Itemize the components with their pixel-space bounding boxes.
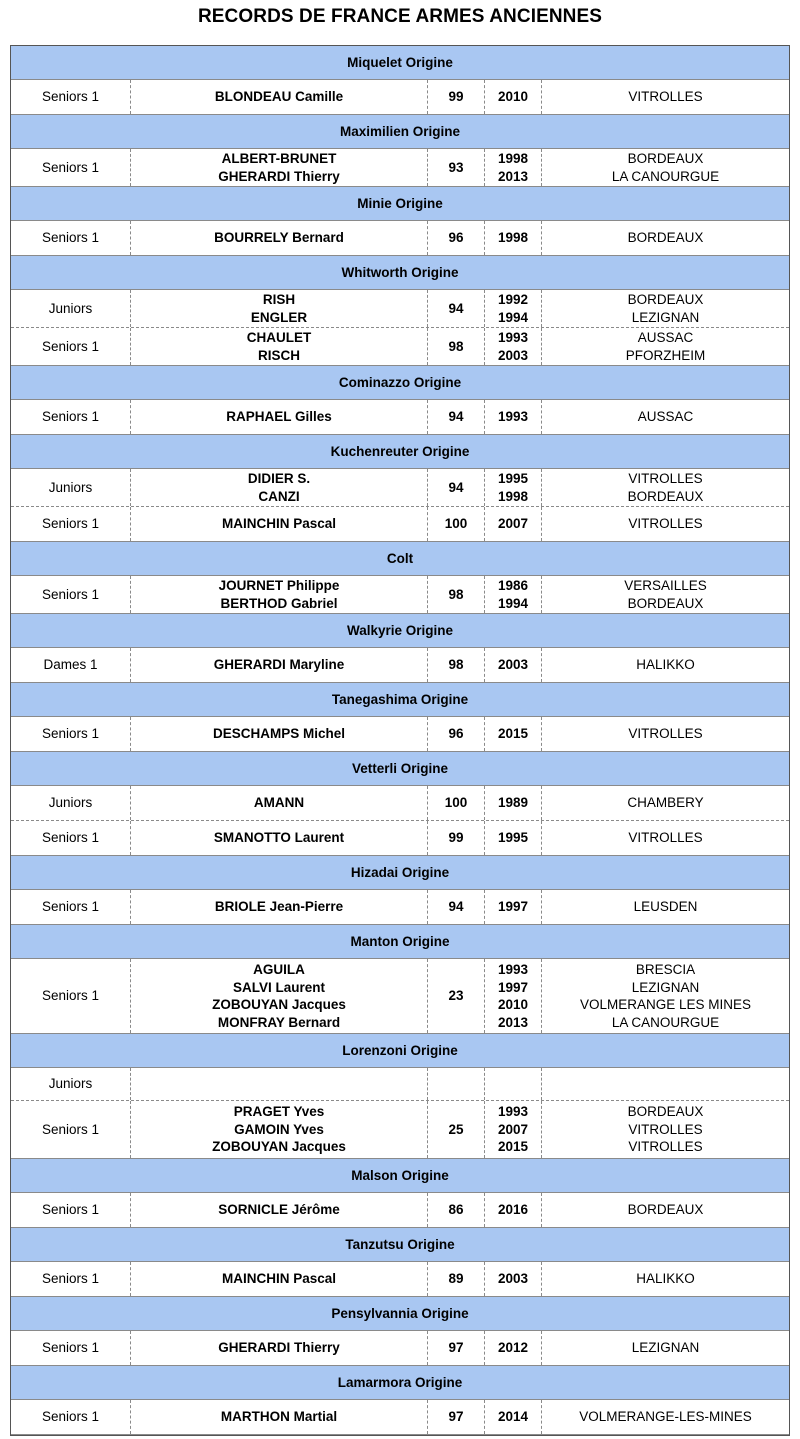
place-cell [542, 1400, 789, 1434]
shooter-name-cell [131, 1331, 428, 1365]
score-cell [428, 80, 485, 114]
score-cell [428, 786, 485, 820]
score-cell [428, 400, 485, 434]
year-cell-line: 2003 [497, 1271, 529, 1287]
page-title: RECORDS DE FRANCE ARMES ANCIENNES [197, 6, 603, 27]
place-cell [542, 959, 789, 1033]
place-cell [542, 80, 789, 114]
place-cell-line: LEUSDEN [633, 899, 698, 915]
shooter-name-cell-line: JOURNET Philippe [218, 578, 340, 593]
year-cell [485, 786, 542, 820]
place-cell-line: HALIKKO [636, 1271, 695, 1287]
score-cell [428, 507, 485, 541]
place-cell [542, 786, 789, 820]
year-cell [485, 80, 542, 114]
category-cell [11, 400, 131, 434]
shooter-name-cell [131, 1262, 428, 1296]
category-label: Juniors [48, 479, 93, 495]
place-cell-line: VOLMERANGE-LES-MINES [579, 1409, 752, 1425]
place-cell [542, 1262, 789, 1296]
score-value: 97 [448, 1409, 464, 1425]
shooter-name-cell-line: CANZI [258, 488, 300, 504]
shooter-name-cell-line: PRAGET Yves [233, 1104, 325, 1120]
year-cell-line: 2010 [497, 997, 529, 1012]
shooter-name-cell-line: SALVI Laurent [232, 979, 325, 995]
score-value: 97 [448, 1340, 464, 1356]
table-row [11, 821, 789, 856]
shooter-name-cell [131, 221, 428, 255]
shooter-name-cell-line: ALBERT-BRUNET [221, 151, 337, 166]
year-cell-line: 1997 [497, 979, 529, 995]
place-cell-line: LEZIGNAN [631, 1340, 700, 1356]
shooter-name-cell-line: RAPHAEL Gilles [226, 409, 332, 425]
year-cell-line: 2003 [497, 347, 529, 363]
place-cell-line: HALIKKO [636, 657, 695, 673]
category-label: Seniors 1 [41, 899, 100, 915]
table-row [11, 576, 789, 614]
category-cell [11, 149, 131, 186]
place-cell-line: VITROLLES [628, 516, 703, 532]
table-row [11, 80, 789, 115]
category-label: Dames 1 [43, 657, 98, 673]
shooter-name-cell-line: DESCHAMPS Michel [212, 726, 346, 742]
table-row [11, 959, 789, 1034]
shooter-name-cell [131, 290, 428, 327]
section-header: Maximilien Origine [11, 115, 789, 149]
place-cell-line: BORDEAUX [627, 488, 704, 504]
shooter-name-cell-line: SORNICLE Jérôme [218, 1202, 340, 1218]
place-cell-line: AUSSAC [637, 330, 694, 345]
place-cell-line: VITROLLES [628, 471, 703, 486]
category-label: Seniors 1 [41, 830, 100, 846]
year-cell [485, 1331, 542, 1365]
category-cell [11, 821, 131, 855]
year-cell-line: 1994 [497, 595, 529, 611]
shooter-name-cell [131, 1101, 428, 1158]
category-label: Seniors 1 [41, 338, 100, 354]
place-cell [542, 1193, 789, 1227]
shooter-name-cell [131, 1068, 428, 1100]
place-cell [542, 400, 789, 434]
place-cell [542, 890, 789, 924]
table-row [11, 400, 789, 435]
score-value: 96 [448, 230, 464, 246]
place-cell [542, 717, 789, 751]
place-cell-line: CHAMBERY [627, 795, 704, 811]
year-cell-line: 1995 [497, 471, 529, 486]
table-row [11, 890, 789, 925]
category-label: Seniors 1 [41, 1409, 100, 1425]
category-cell [11, 1068, 131, 1100]
shooter-name-cell-line: MAINCHIN Pascal [221, 516, 337, 532]
score-cell [428, 221, 485, 255]
place-cell-line: BORDEAUX [627, 230, 704, 246]
place-cell-line: BORDEAUX [627, 1202, 704, 1218]
shooter-name-cell [131, 149, 428, 186]
section-header: Vetterli Origine [11, 752, 789, 786]
shooter-name-cell-line: GHERARDI Thierry [218, 168, 340, 184]
place-cell-line: VITROLLES [628, 1121, 703, 1137]
place-cell-line: LEZIGNAN [631, 979, 700, 995]
section-header: Tanzutsu Origine [11, 1228, 789, 1262]
year-cell [485, 328, 542, 365]
category-label: Seniors 1 [41, 516, 100, 532]
category-cell [11, 469, 131, 506]
shooter-name-cell-line: BLONDEAU Camille [214, 89, 344, 105]
shooter-name-cell-line: DIDIER S. [247, 471, 311, 486]
shooter-name-cell-line: GHERARDI Maryline [213, 657, 345, 673]
year-cell-line: 2007 [497, 1121, 529, 1137]
section-header: Malson Origine [11, 1159, 789, 1193]
section-header: Lamarmora Origine [11, 1366, 789, 1400]
shooter-name-cell [131, 959, 428, 1033]
year-cell [485, 507, 542, 541]
place-cell [542, 328, 789, 365]
year-cell [485, 959, 542, 1033]
category-cell [11, 1262, 131, 1296]
score-value: 99 [448, 830, 464, 846]
category-label: Juniors [48, 300, 93, 316]
place-cell [542, 221, 789, 255]
category-label: Seniors 1 [41, 230, 100, 246]
shooter-name-cell [131, 400, 428, 434]
section-header: Hizadai Origine [11, 856, 789, 890]
year-cell-line: 2015 [497, 1139, 529, 1155]
table-row [11, 1262, 789, 1297]
year-cell-line: 1992 [497, 292, 529, 307]
records-table [10, 45, 790, 1436]
score-value: 23 [448, 988, 464, 1004]
section-header: Whitworth Origine [11, 256, 789, 290]
table-row [11, 149, 789, 187]
table-row [11, 469, 789, 507]
section-header: Kuchenreuter Origine [11, 435, 789, 469]
year-cell [485, 890, 542, 924]
shooter-name-cell [131, 80, 428, 114]
score-value: 98 [448, 586, 464, 602]
shooter-name-cell [131, 507, 428, 541]
year-cell-line: 2016 [497, 1202, 529, 1218]
score-value: 99 [448, 89, 464, 105]
shooter-name-cell-line: ZOBOUYAN Jacques [212, 997, 346, 1012]
table-row [11, 1101, 789, 1159]
table-row [11, 648, 789, 683]
year-cell [485, 1193, 542, 1227]
place-cell [542, 821, 789, 855]
shooter-name-cell [131, 890, 428, 924]
score-cell [428, 290, 485, 327]
year-cell-line: 1998 [497, 151, 529, 166]
score-cell [428, 576, 485, 613]
score-value: 98 [448, 657, 464, 673]
category-label: Seniors 1 [41, 1121, 100, 1137]
place-cell-line: BORDEAUX [627, 292, 704, 307]
shooter-name-cell-line: BOURRELY Bernard [214, 230, 344, 246]
year-cell-line: 1994 [497, 309, 529, 325]
table-row [11, 717, 789, 752]
place-cell-line: VITROLLES [628, 89, 703, 105]
shooter-name-cell-line: AMANN [253, 795, 305, 811]
score-value: 100 [444, 795, 468, 811]
score-value: 94 [448, 479, 464, 495]
shooter-name-cell [131, 821, 428, 855]
shooter-name-cell [131, 469, 428, 506]
category-label: Seniors 1 [41, 409, 100, 425]
shooter-name-cell-line: RISCH [257, 347, 300, 363]
category-cell [11, 221, 131, 255]
score-cell [428, 959, 485, 1033]
category-cell [11, 1193, 131, 1227]
section-header: Tanegashima Origine [11, 683, 789, 717]
shooter-name-cell-line: AGUILA [253, 962, 305, 977]
place-cell [542, 469, 789, 506]
year-cell [485, 290, 542, 327]
place-cell-line: VITROLLES [628, 726, 703, 742]
category-cell [11, 1400, 131, 1434]
year-cell [485, 149, 542, 186]
place-cell-line: BORDEAUX [627, 595, 704, 611]
place-cell [542, 149, 789, 186]
year-cell-line: 1993 [497, 1104, 529, 1120]
place-cell [542, 507, 789, 541]
shooter-name-cell [131, 328, 428, 365]
table-row [11, 1068, 789, 1101]
table-row [11, 290, 789, 328]
table-row [11, 1331, 789, 1366]
score-value: 89 [448, 1271, 464, 1287]
category-label: Seniors 1 [41, 159, 100, 175]
place-cell-line: BORDEAUX [627, 1104, 704, 1120]
category-label: Seniors 1 [41, 988, 100, 1004]
year-cell-line: 1993 [497, 409, 529, 425]
shooter-name-cell-line: ZOBOUYAN Jacques [212, 1139, 346, 1155]
score-cell [428, 1101, 485, 1158]
shooter-name-cell [131, 1193, 428, 1227]
year-cell [485, 717, 542, 751]
place-cell-line: VITROLLES [628, 1139, 703, 1155]
year-cell-line: 1998 [497, 488, 529, 504]
score-value: 86 [448, 1202, 464, 1218]
score-cell [428, 1400, 485, 1434]
year-cell-line: 1995 [497, 830, 529, 846]
section-header: Pensylvannia Origine [11, 1297, 789, 1331]
table-row [11, 328, 789, 366]
year-cell-line: 2013 [497, 1014, 529, 1030]
score-value: 93 [448, 159, 464, 175]
section-header: Manton Origine [11, 925, 789, 959]
shooter-name-cell [131, 786, 428, 820]
score-value: 96 [448, 726, 464, 742]
year-cell [485, 648, 542, 682]
year-cell-line: 1993 [497, 962, 529, 977]
shooter-name-cell [131, 717, 428, 751]
category-label: Juniors [48, 1076, 93, 1092]
score-value: 94 [448, 300, 464, 316]
year-cell [485, 1262, 542, 1296]
year-cell-line: 2014 [497, 1409, 529, 1425]
place-cell [542, 1068, 789, 1100]
table-row [11, 1193, 789, 1228]
year-cell-line: 2013 [497, 168, 529, 184]
category-label: Seniors 1 [41, 1271, 100, 1287]
category-label: Juniors [48, 795, 93, 811]
shooter-name-cell-line: MONFRAY Bernard [217, 1014, 341, 1030]
score-value: 25 [448, 1121, 464, 1137]
score-cell [428, 1262, 485, 1296]
category-cell [11, 959, 131, 1033]
year-cell [485, 1068, 542, 1100]
year-cell [485, 221, 542, 255]
shooter-name-cell-line: BRIOLE Jean-Pierre [214, 899, 344, 915]
shooter-name-cell-line: SMANOTTO Laurent [213, 830, 345, 846]
year-cell-line: 2010 [497, 89, 529, 105]
shooter-name-cell [131, 648, 428, 682]
year-cell [485, 400, 542, 434]
category-cell [11, 290, 131, 327]
shooter-name-cell-line: RISH [262, 292, 296, 307]
category-label: Seniors 1 [41, 726, 100, 742]
year-cell [485, 469, 542, 506]
year-cell-line: 1993 [497, 330, 529, 345]
place-cell-line: VOLMERANGE LES MINES [579, 997, 752, 1012]
place-cell-line: BORDEAUX [627, 151, 704, 166]
place-cell-line: LA CANOURGUE [611, 168, 720, 184]
table-row [11, 786, 789, 821]
place-cell [542, 1331, 789, 1365]
place-cell-line: LA CANOURGUE [611, 1014, 720, 1030]
category-cell [11, 1101, 131, 1158]
category-cell [11, 80, 131, 114]
year-cell-line: 1997 [497, 899, 529, 915]
section-header: Walkyrie Origine [11, 614, 789, 648]
year-cell-line: 2003 [497, 657, 529, 673]
category-label: Seniors 1 [41, 1340, 100, 1356]
shooter-name-cell-line: MARTHON Martial [220, 1409, 338, 1425]
score-value: 98 [448, 338, 464, 354]
table-row [11, 507, 789, 542]
place-cell-line: PFORZHEIM [625, 347, 706, 363]
year-cell-line: 1998 [497, 230, 529, 246]
year-cell-line: 1989 [497, 795, 529, 811]
category-cell [11, 328, 131, 365]
place-cell-line: VERSAILLES [624, 578, 707, 593]
year-cell-line: 1986 [497, 578, 529, 593]
score-cell [428, 469, 485, 506]
table-row [11, 221, 789, 256]
place-cell-line: BRESCIA [635, 962, 696, 977]
year-cell [485, 821, 542, 855]
category-cell [11, 890, 131, 924]
score-cell [428, 821, 485, 855]
score-cell [428, 149, 485, 186]
category-cell [11, 717, 131, 751]
score-value: 94 [448, 409, 464, 425]
year-cell-line: 2015 [497, 726, 529, 742]
category-label: Seniors 1 [41, 1202, 100, 1218]
score-value: 94 [448, 899, 464, 915]
section-header: Miquelet Origine [11, 46, 789, 80]
category-cell [11, 576, 131, 613]
category-cell [11, 507, 131, 541]
score-cell [428, 890, 485, 924]
shooter-name-cell-line: GAMOIN Yves [234, 1121, 324, 1137]
score-cell [428, 717, 485, 751]
shooter-name-cell [131, 1400, 428, 1434]
year-cell [485, 1400, 542, 1434]
score-cell [428, 328, 485, 365]
place-cell [542, 1101, 789, 1158]
section-header: Colt [11, 542, 789, 576]
year-cell [485, 1101, 542, 1158]
place-cell [542, 648, 789, 682]
category-cell [11, 648, 131, 682]
category-cell [11, 1331, 131, 1365]
score-cell [428, 648, 485, 682]
category-label: Seniors 1 [41, 586, 100, 602]
place-cell [542, 576, 789, 613]
shooter-name-cell-line: ENGLER [250, 309, 308, 325]
place-cell-line: VITROLLES [628, 830, 703, 846]
section-header: Cominazzo Origine [11, 366, 789, 400]
score-cell [428, 1068, 485, 1100]
category-label: Seniors 1 [41, 89, 100, 105]
place-cell-line: LEZIGNAN [631, 309, 700, 325]
shooter-name-cell-line: CHAULET [246, 330, 312, 345]
section-header: Lorenzoni Origine [11, 1034, 789, 1068]
shooter-name-cell-line: GHERARDI Thierry [218, 1340, 340, 1356]
score-cell [428, 1331, 485, 1365]
place-cell-line: AUSSAC [637, 409, 694, 425]
score-cell [428, 1193, 485, 1227]
shooter-name-cell [131, 576, 428, 613]
section-header: Minie Origine [11, 187, 789, 221]
year-cell-line: 2012 [497, 1340, 529, 1356]
category-cell [11, 786, 131, 820]
shooter-name-cell-line: BERTHOD Gabriel [220, 595, 338, 611]
year-cell-line: 2007 [497, 516, 529, 532]
score-value: 100 [444, 516, 468, 532]
shooter-name-cell-line: MAINCHIN Pascal [221, 1271, 337, 1287]
table-row [11, 1400, 789, 1435]
place-cell [542, 290, 789, 327]
year-cell [485, 576, 542, 613]
